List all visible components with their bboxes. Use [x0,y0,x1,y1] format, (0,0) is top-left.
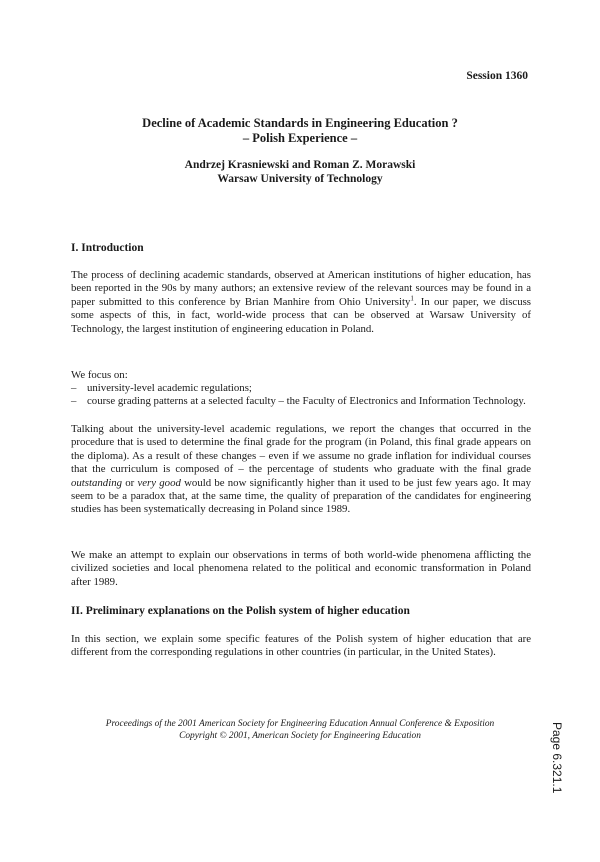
author-block [0,158,600,186]
session-number: Session 1360 [466,70,528,82]
footnote-marker: 1 [410,294,414,303]
list-item: – university-level academic regulations; [71,382,252,394]
intro-paragraph-3: We make an attempt to explain our observations in terms of both world-wide phenomena afflicting the civilized societies and local phenomena related to the political and economic transformation in Poland after 1989. [71,549,531,588]
preliminary-paragraph-1: In this section, we explain some specific features of the Polish system of higher education that are different from the corresponding regulations in other countries (in particular, in the United States). [71,633,531,659]
title-line-2: – Polish Experience – [242,131,358,145]
page-number: Page 6.321.1 [550,722,564,794]
author-affiliation: Warsaw University of Technology [217,173,383,185]
focus-lead: We focus on: [71,369,128,381]
title-line-1: Decline of Academic Standards in Engineering Education ? [142,116,458,130]
footer-copyright: Copyright © 2001, American Society for Engineering Education [179,731,421,741]
author-names: Andrzej Krasniewski and Roman Z. Morawski [184,159,416,171]
section-heading-preliminary: II. Preliminary explanations on the Polish system of higher education [71,605,410,617]
footer-proceedings: Proceedings of the 2001 American Society for Engineering Education Annual Conference & Exposition [105,719,495,729]
focus-list [71,382,531,409]
intro-paragraph-1: The process of declining academic standards, observed at American institutions of higher education, has been reported in the 90s by many authors; an extensive review of the relevant sources may be found in a paper submitted to this conference by Brian Manhire from Ohio University$^1$. In our paper, we discuss some aspects of this, in fact, world-wide process that can be observed at Warsaw University of Technology, the largest institution of engineering education in Poland. [71,269,531,335]
intro-paragraph-2: Talking about the university-level academic regulations, we report the changes that occurred in the procedure that is used to determine the final grade for the program (in Poland, this final grade appears on the diploma). As a result of these changes – even if we assume no grade inflation for individual courses that the curriculum is composed of – the percentage of students who graduate with the final grade outstanding or very good would be now significantly higher than it used to be just few years ago. It may seem to be a paradox that, at the same time, the quality of preparation of the candidates for engineering studies has been systematically decreasing in Poland since 1989. [71,423,531,516]
paper-title [0,116,600,146]
list-item: – course grading patterns at a selected faculty – the Faculty of Electronics and Information Technology. [71,395,526,408]
page-footer [0,718,600,742]
section-heading-introduction: I. Introduction [71,242,144,254]
